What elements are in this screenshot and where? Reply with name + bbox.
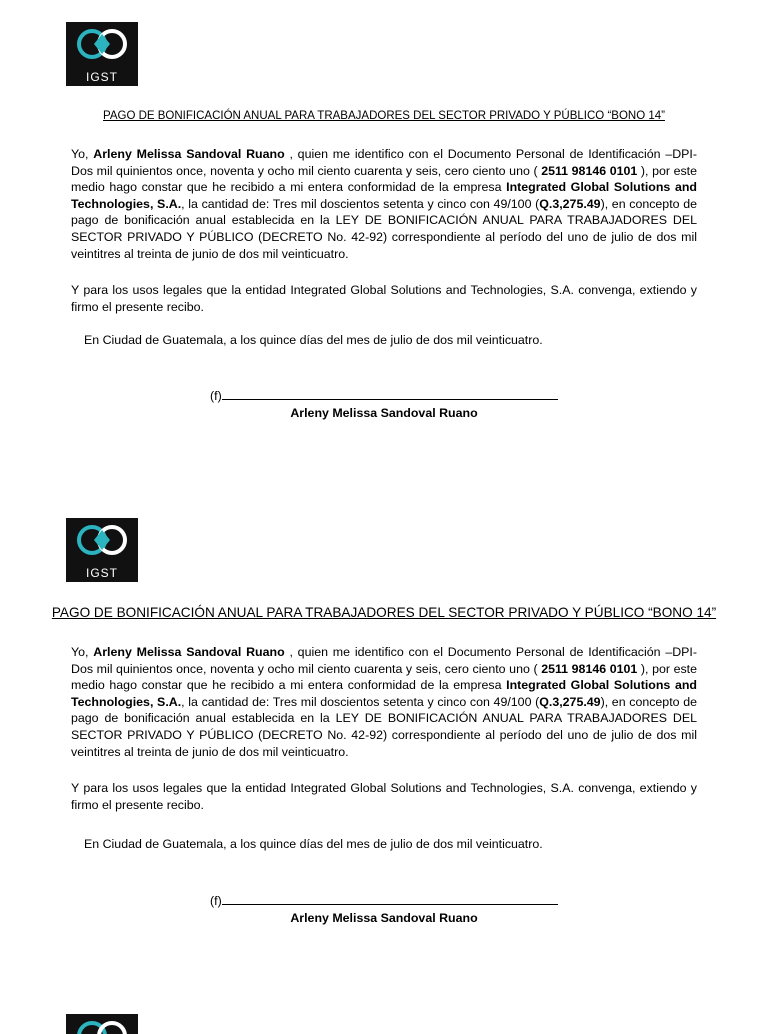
receipt-body-paragraph: Yo, Arleny Melissa Sandoval Ruano , quien me identifico con el Documento Personal de Identificación –DPI- Dos mil quinientos once, noventa y ocho mil ciento cuarenta y seis, cero ciento uno ( 2511 98146 0101 ), por este medio hago constar que he recibido a mi entera conformidad de la empresa Integrated Global Solutions and Technologies, S.A., la cantidad de: Tres mil doscientos setenta y cinco con 49/100 (Q.3,275.49), en concepto de pago de bonificación anual establecida en la LEY DE BONIFICACIÓN ANUAL PARA TRABAJADORES DEL SECTOR PRIVADO Y PÚBLICO (DECRETO No. 42-92) correspondiente al período del uno de julio de dos mil veintitres al treinta de junio de dos mil veinticuatro. [71, 645, 698, 759]
signature-line [210, 389, 558, 403]
amount: Q.3,275.49 [539, 694, 601, 709]
legal-use-paragraph: Y para los usos legales que la entidad Integrated Global Solutions and Technologies, S.A. convenga, extiendo y firmo el presente recibo. [71, 781, 697, 812]
company-name: Integrated Global Solutions and Technologies, S.A. [71, 678, 698, 709]
signature-prefix: (f) [210, 389, 222, 403]
igst-logo-icon [66, 1014, 138, 1034]
signature-prefix: (f) [210, 894, 222, 908]
company-name: Integrated Global Solutions and Technologies, S.A. [71, 180, 698, 211]
dpi-number: 2511 98146 0101 [541, 163, 638, 178]
signature-line [210, 894, 558, 908]
legal-use-paragraph: Y para los usos legales que la entidad Integrated Global Solutions and Technologies, S.A. convenga, extiendo y firmo el presente recibo. [71, 283, 697, 314]
logo-text: IGST [85, 566, 118, 580]
place-date: En Ciudad de Guatemala, a los quince días del mes de julio de dos mil veinticuatro. [84, 837, 543, 851]
company-logo [66, 22, 138, 86]
signature-name: Arleny Melissa Sandoval Ruano [290, 911, 478, 925]
document-title: PAGO DE BONIFICACIÓN ANUAL PARA TRABAJADORES DEL SECTOR PRIVADO Y PÚBLICO “BONO 14” [51, 605, 717, 620]
igst-logo-icon [66, 22, 138, 70]
dpi-number: 2511 98146 0101 [541, 661, 638, 676]
amount: Q.3,275.49 [539, 196, 601, 211]
company-logo-partial [66, 1014, 138, 1034]
company-logo [66, 518, 138, 582]
place-date: En Ciudad de Guatemala, a los quince días del mes de julio de dos mil veinticuatro. [84, 333, 543, 347]
logo-text: IGST [85, 70, 118, 84]
igst-logo-icon [66, 518, 138, 566]
signature-rule [222, 903, 558, 905]
employee-name: Arleny Melissa Sandoval Ruano [93, 147, 285, 161]
receipt-body-paragraph: Yo, Arleny Melissa Sandoval Ruano , quien me identifico con el Documento Personal de Identificación –DPI- Dos mil quinientos once, noventa y ocho mil ciento cuarenta y seis, cero ciento uno ( 2511 98146 0101 ), por este medio hago constar que he recibido a mi entera conformidad de la empresa Integrated Global Solutions and Technologies, S.A., la cantidad de: Tres mil doscientos setenta y cinco con 49/100 (Q.3,275.49), en concepto de pago de bonificación anual establecida en la LEY DE BONIFICACIÓN ANUAL PARA TRABAJADORES DEL SECTOR PRIVADO Y PÚBLICO (DECRETO No. 42-92) correspondiente al período del uno de julio de dos mil veintitres al treinta de junio de dos mil veinticuatro. [71, 147, 698, 261]
signature-name: Arleny Melissa Sandoval Ruano [290, 406, 478, 420]
signature-rule [222, 398, 558, 400]
document-title: PAGO DE BONIFICACIÓN ANUAL PARA TRABAJADORES DEL SECTOR PRIVADO Y PÚBLICO “BONO 14” [103, 110, 665, 122]
employee-name: Arleny Melissa Sandoval Ruano [93, 645, 285, 659]
